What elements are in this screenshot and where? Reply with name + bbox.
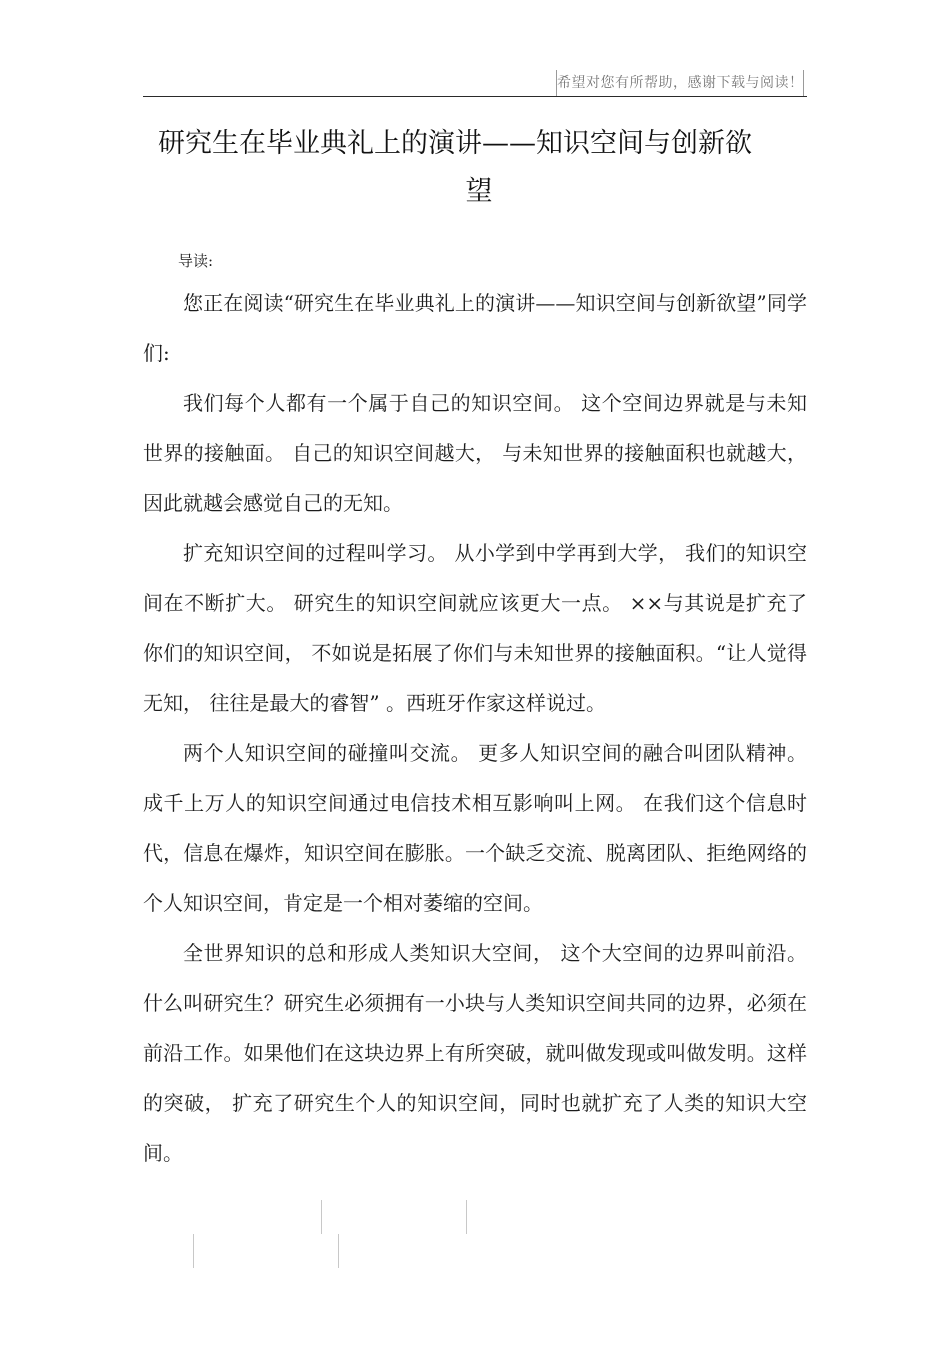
footer-mark-4 <box>338 1234 339 1268</box>
document-body <box>143 278 807 1178</box>
title-line-1: 研究生在毕业典礼上的演讲——知识空间与创新欲 <box>158 128 752 159</box>
header-divider <box>143 96 807 97</box>
paragraph-communication: 两个人知识空间的碰撞叫交流。 更多人知识空间的融合叫团队精神。成千上万人的知识空间通过电信技术相互影响叫上网。 在我们这个信息时代，信息在爆炸，知识空间在膨胀。一个缺乏交流、脱离团队、拒绝网络的个人知识空间，肯定是一个相对萎缩的空间。 <box>143 741 807 915</box>
paragraph-intro: 您正在阅读“研究生在毕业典礼上的演讲——知识空间与创新欲望”同学们: <box>143 291 807 365</box>
paragraph-knowledge-space: 我们每个人都有一个属于自己的知识空间。 这个空间边界就是与未知世界的接触面。 自己的知识空间越大， 与未知世界的接触面积也就越大，因此就越会感觉自己的无知。 <box>143 391 807 515</box>
header-note: 希望对您有所帮助，感谢下载与阅读！ <box>556 70 804 96</box>
paragraph-learning: 扩充知识空间的过程叫学习。 从小学到中学再到大学， 我们的知识空间在不断扩大。 研究生的知识空间就应该更大一点。 ××与其说是扩充了你们的知识空间， 不如说是拓展了你们与未知世界的接触面积。“让人觉得无知， 往往是最大的睿智” 。西班牙作家这样说过。 <box>143 541 807 715</box>
footer-mark-2 <box>466 1200 467 1234</box>
page-title <box>143 120 807 216</box>
footer-mark-1 <box>321 1200 322 1234</box>
title-line-2: 望 <box>465 176 493 207</box>
paragraph-frontier: 全世界知识的总和形成人类知识大空间， 这个大空间的边界叫前沿。什么叫研究生？研究生必须拥有一小块与人类知识空间共同的边界，必须在前沿工作。如果他们在这块边界上有所突破，就叫做发现或叫做发明。这样的突破， 扩充了研究生个人的知识空间，同时也就扩充了人类的知识大空间。 <box>143 941 807 1165</box>
footer-mark-3 <box>193 1234 194 1268</box>
lead-label: 导读: <box>178 252 214 270</box>
